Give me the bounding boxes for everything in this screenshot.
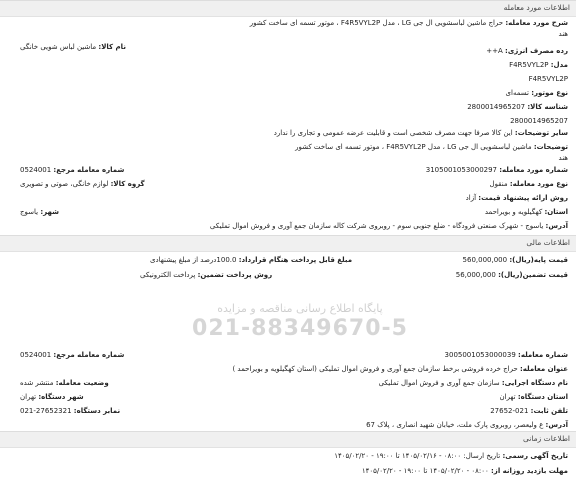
base-price-label: قیمت پایه(ریال): (509, 256, 568, 264)
price-method (466, 193, 568, 204)
auction-deal-number (445, 350, 568, 361)
base-price-value: 560,000,000 (462, 256, 508, 264)
landline (490, 406, 568, 417)
agency-fax (20, 406, 120, 417)
city-label: شهر: (40, 208, 59, 216)
product-name-value: ماشین لباس شویی خانگی (20, 43, 97, 51)
agency-province-label: استان دستگاه: (517, 393, 568, 401)
other-notes-value: این کالا صرفا جهت مصرف شخصی است و قابلیت عرضه عمومی و تجاری را ندارد (273, 129, 513, 137)
model-code: F4R5VYL2P (528, 75, 568, 83)
city (20, 207, 59, 218)
city-value: یاسوج (20, 208, 39, 216)
agency-province-value: تهران (499, 393, 516, 401)
agency-city-value: تهران (20, 393, 37, 401)
auction-reference-number (20, 350, 124, 361)
auction-title (232, 364, 568, 375)
province (485, 207, 568, 218)
auction-deal-number-label: شماره معامله: (518, 351, 568, 359)
agency-fax-label: نمابر دستگاه: (73, 407, 121, 415)
deal-number-value: 3105001053000297 (425, 166, 498, 174)
product-id-label: شناسه کالا: (527, 103, 568, 111)
reference-number-label: شماره معامله مرجع: (53, 166, 125, 174)
auction-reference-number-label: شماره معامله مرجع: (53, 351, 125, 359)
agency-city-label: شهر دستگاه: (38, 393, 84, 401)
model-value: F4R5VYL2P (509, 61, 549, 69)
price-method-label: روش ارائه پیشنهاد قیمت: (478, 194, 568, 202)
model (509, 60, 568, 71)
other-notes (274, 128, 568, 139)
model-label: مدل: (550, 61, 568, 69)
publish-date-label: تاریخ آگهی رسمی: (502, 452, 568, 460)
watermark-site: پایگاه اطلاع رسانی مناقصه و مزایده (217, 302, 383, 315)
landline-label: تلفن ثابت: (530, 407, 568, 415)
contract-payment (150, 255, 352, 266)
product-name (20, 42, 126, 53)
guarantee-method-label: روش پرداخت تضمین: (197, 271, 273, 279)
product-id-code: 2800014965207 (510, 117, 568, 125)
deal-status-value: منتشر شده (20, 379, 54, 387)
auction-title-value: حراج خرده فروشی برخط سازمان جمع آوری و فروش اموال تملیکی (استان کهگیلویه و بویراحمد ) (232, 365, 518, 373)
guarantee-price-value: 56,000,000 (455, 271, 496, 279)
product-group-value: لوازم خانگی، صوتی و تصویری (20, 180, 109, 188)
address (210, 221, 568, 232)
reference-number (20, 165, 124, 176)
deal-type-value: منقول (489, 180, 508, 188)
agency-city (20, 392, 84, 403)
province-label: استان: (544, 208, 568, 216)
section-header-time: اطلاعات زمانی (0, 431, 576, 448)
agency-address (366, 420, 568, 431)
explanation (295, 142, 568, 153)
publish-date (334, 451, 568, 462)
agency-province (499, 392, 568, 403)
auction-title-label: عنوان معامله: (520, 365, 568, 373)
deal-description-line2: هند (558, 30, 568, 38)
explanation-label: توضیحات: (533, 143, 568, 151)
executive-org-label: نام دستگاه اجرایی: (501, 379, 568, 387)
price-method-value: آزاد (465, 194, 477, 202)
deal-description-value: حراج ماشین لباسشویی ال جی LG ، مدل F4R5VYL2P ، موتور تسمه ای ساخت کشور (249, 19, 504, 27)
deal-number (426, 165, 568, 176)
energy-class (486, 46, 568, 57)
publish-date-value: تاریخ ارسال: ۰۸:۰۰ - ۱۴۰۵/۰۲/۱۶ تا ۱۹:۰۰ - ۱۴۰۵/۰۲/۲۰ (334, 452, 501, 460)
section-header-financial: اطلاعات مالی (0, 235, 576, 252)
visit-deadline-label: مهلت بازدید روزانه از: (491, 467, 568, 475)
deal-description (250, 18, 568, 29)
deal-type (489, 179, 568, 190)
visit-deadline-value: ۰۸:۰۰ - ۱۴۰۵/۰۲/۲۰ تا ۱۹:۰۰ - ۱۴۰۵/۰۲/۲۰ (361, 467, 489, 475)
explanation-line2: هند (558, 154, 568, 162)
landline-value: 021-27652 (490, 407, 529, 415)
deal-description-label: شرح مورد معامله: (505, 19, 568, 27)
executive-org-value: سازمان جمع آوری و فروش اموال تملیکی (378, 379, 500, 387)
deal-number-label: شماره مورد معامله: (499, 166, 568, 174)
guarantee-method-value: پرداخت الکترونیکی (140, 271, 196, 279)
reference-number-value: 0524001 (20, 166, 52, 174)
agency-address-value: ع ولیعصر، روبروی پارک ملت، خیابان شهید انصاری ، پلاک 67 (366, 421, 544, 429)
energy-class-value: A++ (486, 47, 503, 55)
product-name-label: نام کالا: (98, 43, 126, 51)
auction-deal-number-value: 3005001053000039 (444, 351, 516, 359)
agency-address-label: آدرس: (545, 421, 568, 429)
contract-payment-value: 100.0درصد از مبلغ پیشنهادی (150, 256, 237, 264)
deal-status-label: وضعیت معامله: (55, 379, 109, 387)
address-label: آدرس: (545, 222, 568, 230)
product-id (467, 102, 568, 113)
motor-type-value: تسمه‌ای (505, 89, 529, 97)
guarantee-price-label: قیمت تضمین(ریال): (498, 271, 568, 279)
deal-type-label: نوع مورد معامله: (509, 180, 568, 188)
address-value: یاسوج - شهرک صنعتی فرودگاه - ضلع جنوبی سوم - روبروی شرکت کاله سازمان جمع آوری و فروش اموال تملیکی (209, 222, 544, 230)
product-group-label: گروه کالا: (110, 180, 145, 188)
energy-class-label: رده مصرف انرژی: (505, 47, 568, 55)
guarantee-price (456, 270, 568, 281)
motor-type-label: نوع موتور: (531, 89, 568, 97)
product-id-value: 2800014965207 (467, 103, 526, 111)
motor-type (506, 88, 568, 99)
visit-deadline (362, 466, 568, 477)
other-notes-label: سایر توضیحات: (514, 129, 568, 137)
contract-payment-label: مبلغ قابل پرداخت هنگام قرارداد: (238, 256, 353, 264)
auction-reference-number-value: 0524001 (20, 351, 52, 359)
deal-status (20, 378, 109, 389)
executive-org (379, 378, 568, 389)
section-header-deal-info: اطلاعات مورد معامله (0, 0, 576, 17)
guarantee-method (140, 270, 272, 281)
base-price (463, 255, 568, 266)
product-group (20, 179, 145, 190)
explanation-value: ماشین لباسشویی ال جی LG ، مدل F4R5VYL2P ، موتور تسمه ای ساخت کشور (295, 143, 532, 151)
province-value: کهگیلویه و بویراحمد (484, 208, 543, 216)
watermark-phone: 021-88349670-5 (192, 316, 408, 341)
agency-fax-value: 27652321-021 (20, 407, 72, 415)
